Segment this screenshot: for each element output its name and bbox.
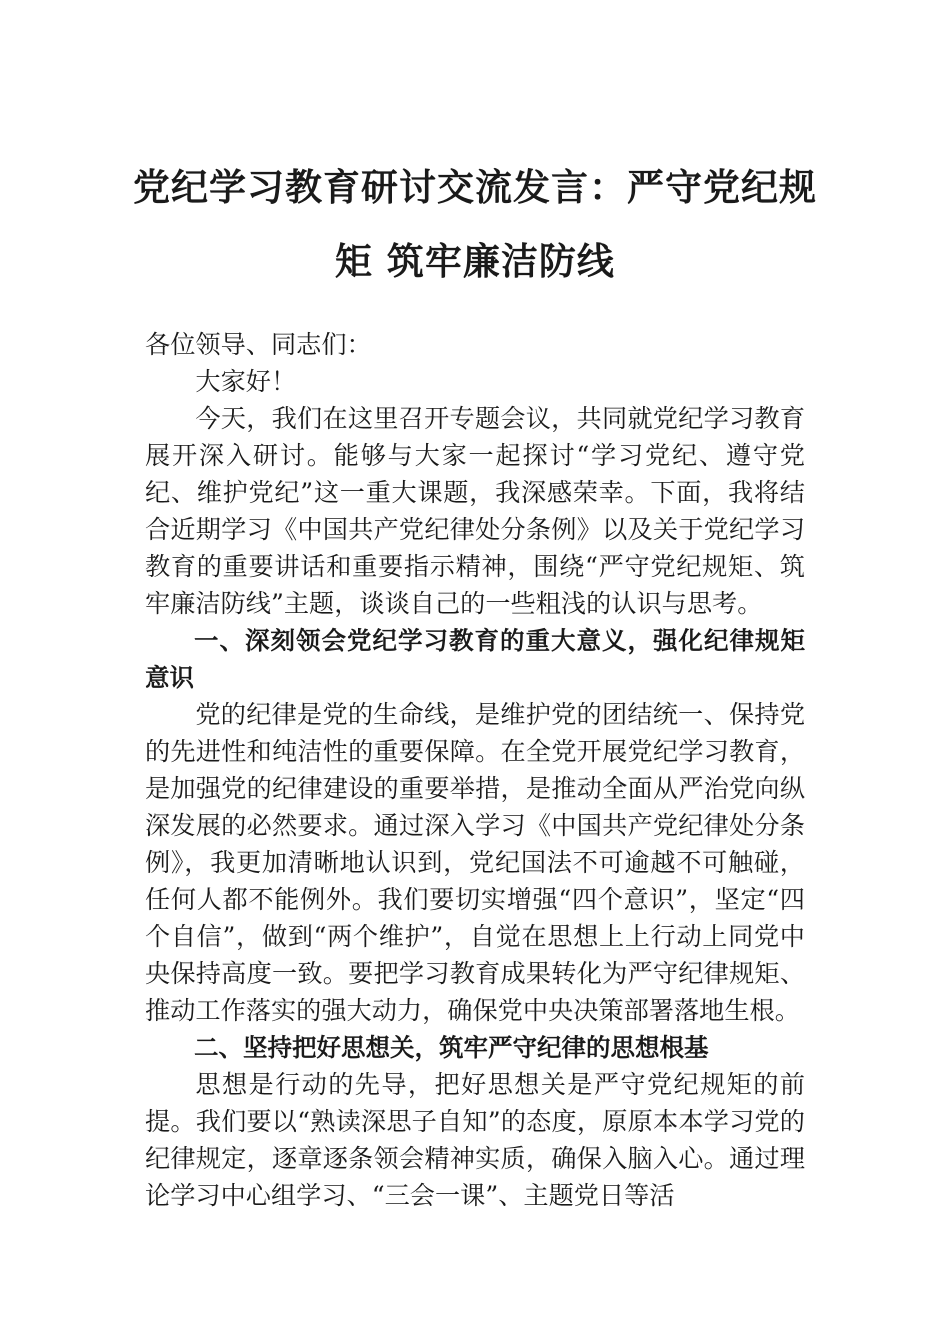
document-title: 党纪学习教育研讨交流发言：严守党纪规矩 筑牢廉洁防线 bbox=[133, 165, 817, 283]
section-1-heading: 一、深刻领会党纪学习教育的重大意义，强化纪律规矩意识 bbox=[145, 626, 805, 692]
intro-paragraph: 今天，我们在这里召开专题会议，共同就党纪学习教育展开深入研讨。能够与大家一起探讨“学习党纪、遵守党纪、维护党纪”这一重大课题，我深感荣幸。下面，我将结合近期学习《中国共产党纪律处分条例》以及关于党纪学习教育的重要讲话和重要指示精神，围绕“严守党纪规矩、筑牢廉洁防线”主题，谈谈自己的一些粗浅的认识与思考。 bbox=[145, 404, 805, 618]
section-2-heading: 二、坚持把好思想关，筑牢严守纪律的思想根基 bbox=[194, 1033, 709, 1062]
greeting: 大家好！ bbox=[195, 367, 297, 396]
salutation: 各位领导、同志们： bbox=[145, 330, 372, 359]
section-1-paragraph: 党的纪律是党的生命线，是维护党的团结统一、保持党的先进性和纯洁性的重要保障。在全党开展党纪学习教育，是加强党的纪律建设的重要举措，是推动全面从严治党向纵深发展的必然要求。通过深入学习《中国共产党纪律处分条例》，我更加清晰地认识到，党纪国法不可逾越不可触碰，任何人都不能例外。我们要切实增强“四个意识”，坚定“四个自信”，做到“两个维护”，自觉在思想上上行动上同党中央保持高度一致。要把学习教育成果转化为严守纪律规矩、推动工作落实的强大动力，确保党中央决策部署落地生根。 bbox=[145, 700, 805, 1025]
section-2-paragraph: 思想是行动的先导，把好思想关是严守党纪规矩的前提。我们要以“熟读深思子自知”的态度，原原本本学习党的纪律规定，逐章逐条领会精神实质，确保入脑入心。通过理论学习中心组学习、“三会一课”、主题党日等活 bbox=[145, 1070, 805, 1210]
document-body bbox=[145, 326, 805, 1214]
